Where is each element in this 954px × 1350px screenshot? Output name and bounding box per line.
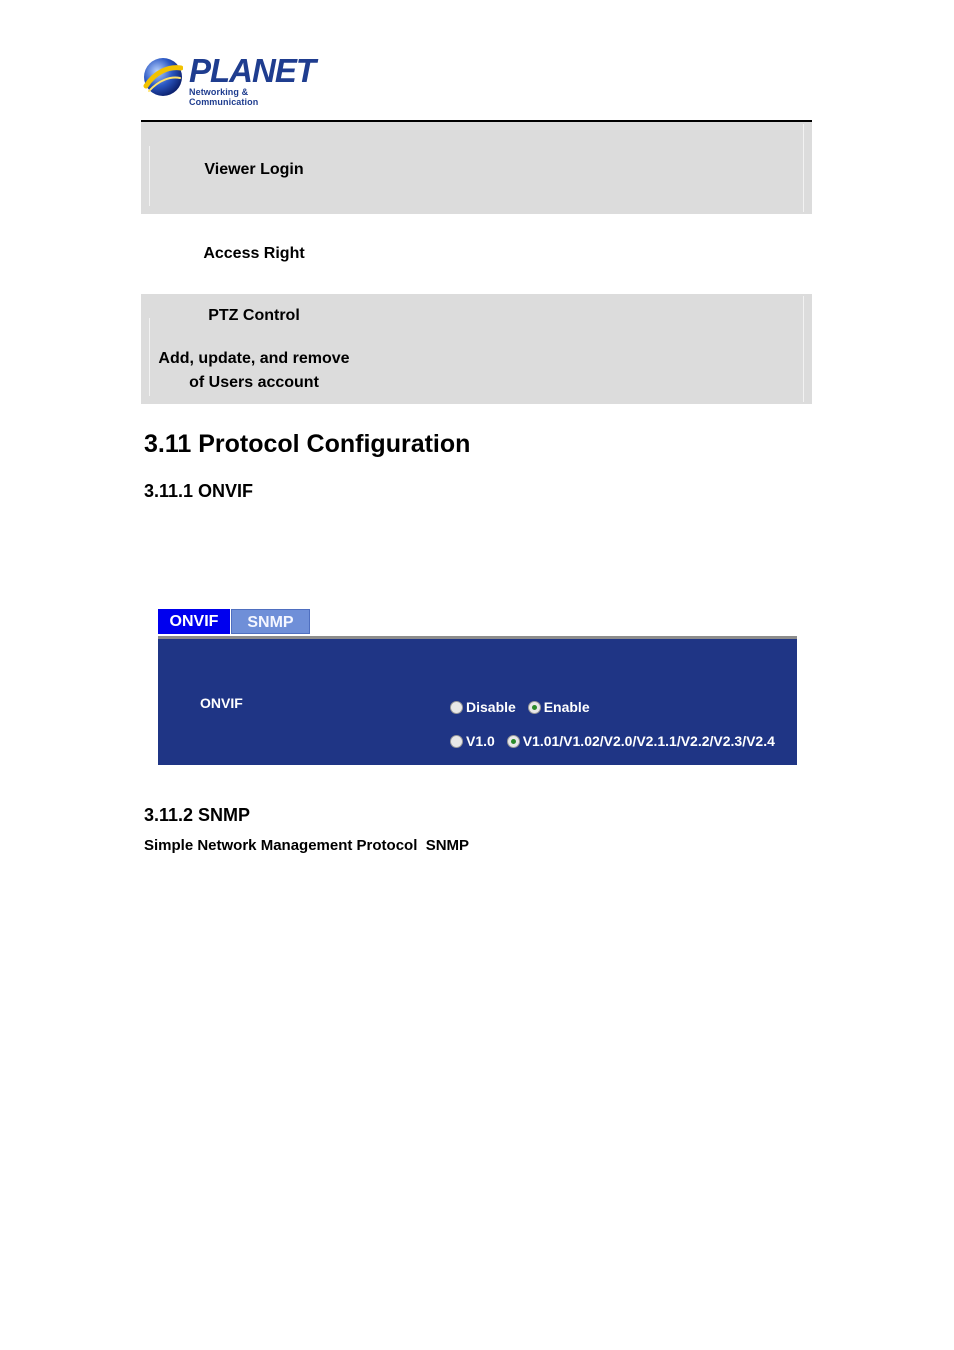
table-row-ptz-control xyxy=(141,294,812,404)
onvif-field-label: ONVIF xyxy=(200,695,243,711)
brand-name: PLANET xyxy=(189,52,315,89)
subsection-title-snmp: 3.11.2 SNMP xyxy=(144,805,251,825)
globe-icon xyxy=(143,56,183,98)
planet-logo xyxy=(143,52,315,107)
row-label-access-right: Access Right xyxy=(203,245,305,262)
radio-version-v1-01-plus-label: V1.01/V1.02/V2.0/V2.1.1/V2.2/V2.3/V2.4 xyxy=(522,733,775,749)
onvif-settings-panel xyxy=(158,639,797,765)
radio-disable-label: Disable xyxy=(466,699,516,715)
snmp-description: Simple Network Management Protocol SNMP xyxy=(144,837,470,854)
tab-onvif[interactable]: ONVIF xyxy=(158,609,230,634)
subsection-title-onvif: 3.11.1 ONVIF xyxy=(144,481,254,501)
row-label: Viewer Login xyxy=(204,161,304,178)
brand-tagline: Networking & Communication xyxy=(189,87,259,107)
table-row-viewer-login xyxy=(141,122,812,214)
row-label: Add, update, and remove xyxy=(158,350,350,367)
row-label: PTZ Control xyxy=(208,307,300,324)
onvif-status-options xyxy=(450,699,598,715)
tab-snmp[interactable]: SNMP xyxy=(231,609,310,634)
section-title: 3.11 Protocol Configuration xyxy=(144,430,471,458)
radio-disable[interactable] xyxy=(450,701,463,714)
radio-version-v1-0-label: V1.0 xyxy=(466,733,495,749)
row-label: of Users account xyxy=(189,374,319,391)
radio-enable[interactable] xyxy=(528,701,541,714)
radio-version-v1-01-plus[interactable] xyxy=(507,735,520,748)
onvif-version-options xyxy=(450,733,783,749)
radio-version-v1-0[interactable] xyxy=(450,735,463,748)
radio-enable-label: Enable xyxy=(543,699,590,715)
